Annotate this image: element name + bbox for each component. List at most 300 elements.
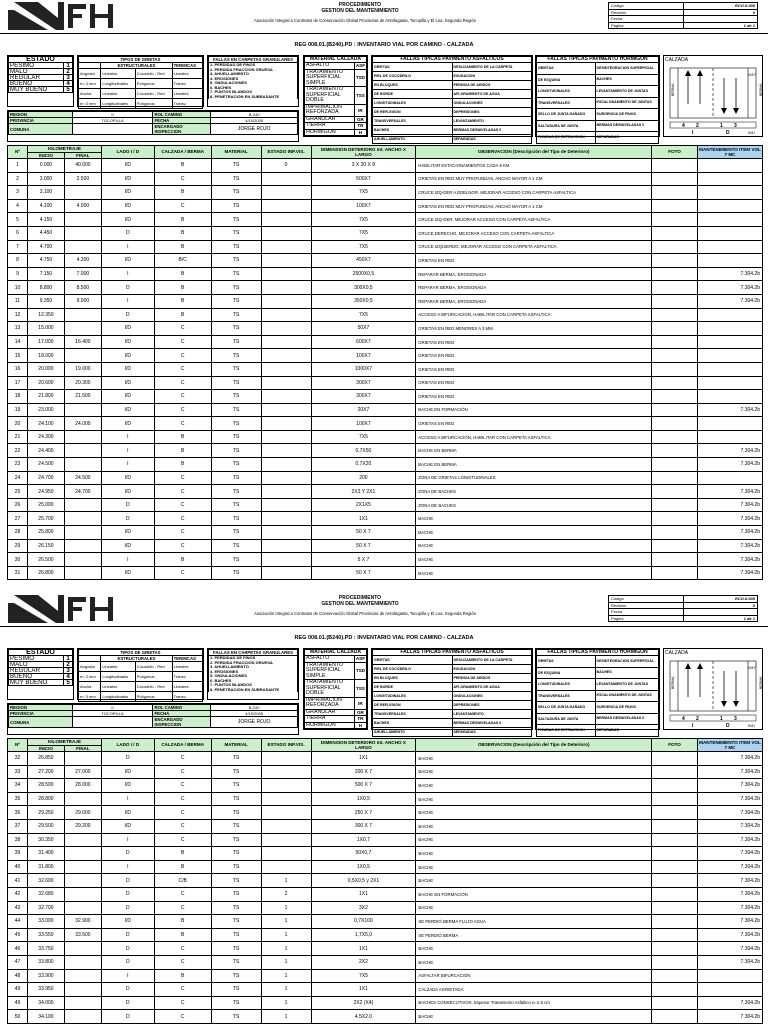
table-row (8, 335, 763, 349)
fallas-asfalticos-title: FALLAS TIPICAS PAVIMENTO ASFALTICOS (373, 57, 532, 63)
estado-name: PESIMO (9, 656, 64, 662)
falla-hormigon-item: TRANSVERSALES (537, 690, 596, 702)
tipos-grietas-title: TIPOS DE GRIETAS (79, 57, 203, 63)
table-cell: 7X5 (311, 430, 416, 444)
table-cell: 36 (8, 806, 28, 820)
table-cell: 20 (8, 417, 28, 431)
table-cell: 7.304.2b (697, 901, 762, 915)
table-cell: C (154, 349, 211, 363)
table-row (8, 566, 763, 580)
table-cell: C (154, 417, 211, 431)
table-cell: 24.100 (27, 417, 64, 431)
table-cell: C (154, 901, 211, 915)
table-cell (652, 362, 698, 376)
table-cell: B (154, 308, 211, 322)
material-code: ASF (355, 63, 365, 69)
estado-value: 4 (64, 674, 73, 680)
table-cell: TS (211, 833, 261, 847)
table-cell: 3 (8, 186, 28, 200)
table-cell: 4.150 (27, 213, 64, 227)
table-cell: 7.304.2b (698, 539, 763, 553)
table-cell: SE PERDIÓ BERMA (416, 928, 652, 942)
table-row (8, 294, 763, 308)
table-cell: 20.600 (27, 376, 64, 390)
table-row (8, 752, 763, 766)
falla-asfaltico-item: BERMAS DESNIVELADAS 0 (452, 719, 532, 728)
table-cell: I/D (101, 526, 154, 540)
table-cell: C (154, 322, 211, 336)
table-cell: 23.000 (27, 403, 64, 417)
table-cell: 32.700 (27, 901, 64, 915)
table-cell: 26.850 (27, 752, 64, 766)
table-cell (261, 792, 311, 806)
table-cell: D (101, 226, 154, 240)
table-cell: I (101, 430, 154, 444)
material-name: GRANULAR (305, 709, 355, 716)
table-cell: 33.000 (27, 915, 64, 929)
table-cell (261, 752, 311, 766)
table-cell: 7.304.2b (697, 942, 762, 956)
falla-hormigon-item: DE ESQUINA (537, 74, 596, 86)
table-cell: BACHE (416, 512, 652, 526)
table-cell: B (154, 186, 211, 200)
table-cell: D (101, 942, 154, 956)
estado-name: REGULAR (9, 668, 64, 674)
table-cell: BACHE (416, 847, 652, 861)
table-cell: 0,5X0,5 y 2X1 (311, 874, 416, 888)
table-row (8, 267, 763, 281)
table-cell: TS (211, 901, 261, 915)
material-code: H (354, 129, 366, 136)
material-name: GRANULAR (305, 116, 355, 123)
falla-hormigon-item: SEPARADAS (595, 725, 658, 737)
table-cell: I/D (101, 186, 154, 200)
svg-text:BERMA: BERMA (759, 83, 763, 96)
material-code: TSD (354, 662, 366, 680)
col-lado: LADO I / D (101, 146, 154, 159)
material-name: HORMIGON (305, 722, 355, 729)
table-cell: TS (211, 566, 261, 580)
table-cell: BACHE (416, 752, 652, 766)
table-cell (261, 566, 311, 580)
table-cell: C (154, 765, 211, 779)
table-cell: I/D (101, 172, 154, 186)
table-cell: BACHE (416, 942, 652, 956)
table-cell: 8.800 (27, 281, 64, 295)
estado-name: MUY BUENO (9, 680, 64, 686)
table-cell: 34.100 (27, 1010, 64, 1024)
col-estado: ESTADO INP.VIS. (261, 739, 311, 752)
fallas-hormigon-title: FALLAS TIPICAS PAVIMENTO HORMIGON (537, 650, 659, 656)
table-cell (64, 983, 101, 997)
estado-title: ESTADO (9, 57, 73, 63)
table-cell: I (101, 458, 154, 472)
table-cell: B (154, 213, 211, 227)
table-cell: ASFALTAR BIFURCACIÓN (416, 969, 652, 983)
table-cell: TS (211, 539, 261, 553)
fallas-hormigon-legend (535, 648, 660, 730)
table-cell (698, 417, 763, 431)
table-cell (652, 969, 698, 983)
table-cell: TS (211, 485, 261, 499)
meta-value: 1 de 1 (683, 22, 758, 29)
table-cell (652, 417, 698, 431)
table-cell (64, 955, 101, 969)
rol-value: B-240 (211, 705, 298, 711)
grieta-cell: Polígonos (135, 692, 172, 702)
table-cell: 34.000 (27, 996, 64, 1010)
table-row (8, 915, 763, 929)
table-cell (261, 512, 311, 526)
table-cell: 24.700 (27, 471, 64, 485)
falla-asfaltico-item: PERDIDA DE ARIDOS (452, 81, 532, 90)
table-cell: 29.000 (64, 806, 101, 820)
table-cell: D (101, 996, 154, 1010)
falla-hormigon-item: FISURAS DE RETRACCION (537, 725, 596, 737)
estado-value: 2 (64, 69, 73, 75)
table-cell: BACHES CONSECUTIVOS. Espesor Tratamiento Asfaltico e=2.5 cm (416, 996, 652, 1010)
svg-text:I: I (692, 723, 694, 729)
table-cell: TS (211, 362, 261, 376)
table-cell: 500 X 7 (311, 779, 416, 793)
meta-label: Página (609, 22, 684, 29)
fallas-asfalticos-legend (371, 55, 533, 141)
fallas-granulares-title: FALLAS EN CARPETAS GRANULARES (209, 650, 298, 656)
table-cell: I (101, 240, 154, 254)
table-row (8, 254, 763, 268)
table-cell (261, 847, 311, 861)
estado-value: 3 (64, 668, 73, 674)
table-cell (64, 213, 101, 227)
table-cell: 5 (8, 213, 28, 227)
table-cell: TS (211, 526, 261, 540)
table-cell: REPARAR BERMA, EROSIONADA (416, 294, 652, 308)
table-cell: 7.304.2b (697, 996, 762, 1010)
table-cell: 30.350 (27, 833, 64, 847)
table-cell: 29.200 (64, 819, 101, 833)
table-cell: 7.304.2b (697, 779, 762, 793)
table-cell: D (101, 928, 154, 942)
table-cell (698, 226, 763, 240)
table-cell: BACHE (416, 819, 652, 833)
table-cell (261, 417, 311, 431)
table-cell: C (154, 390, 211, 404)
table-row (8, 376, 763, 390)
table-cell (652, 226, 698, 240)
table-cell (652, 765, 698, 779)
falla-asfaltico-item: AFLORAMIENTO DE AGUA (452, 90, 532, 99)
table-cell: BACHE (416, 833, 652, 847)
falla-asfaltico-item: DEPRESIONES (452, 701, 532, 710)
table-cell (64, 403, 101, 417)
table-cell: C (154, 471, 211, 485)
table-cell: D (101, 308, 154, 322)
grieta-cell: Transv. (172, 692, 202, 702)
table-cell: BACHE EN BERMA (416, 458, 652, 472)
document-header (0, 593, 768, 627)
table-cell: 31 (8, 566, 28, 580)
table-cell (652, 752, 698, 766)
table-cell: 7.304.2b (697, 792, 762, 806)
table-cell: 32 (8, 752, 28, 766)
document-meta-table (608, 2, 758, 29)
table-cell: 2 (8, 172, 28, 186)
table-cell: B (154, 444, 211, 458)
document-meta-table (608, 595, 758, 622)
estado-title: ESTADO (9, 650, 73, 656)
table-cell: 1X1 (311, 983, 416, 997)
table-cell (261, 779, 311, 793)
table-cell: ACCESO A BIFURCACION, HABILITAR CON CARPETA ASFALTICA (416, 430, 652, 444)
table-cell (261, 498, 311, 512)
estado-name: BUENO (9, 674, 64, 680)
table-cell (652, 1010, 698, 1024)
table-cell: TS (211, 213, 261, 227)
table-cell: 33.900 (27, 969, 64, 983)
table-cell: 33.500 (64, 928, 101, 942)
meta-label: Revisión (609, 9, 684, 16)
grieta-cell: Lineales (101, 69, 135, 79)
falla-granular-item: 3. AHUELLAMIENTO (209, 665, 298, 670)
table-cell (64, 430, 101, 444)
grieta-cell: Transv. (172, 99, 202, 109)
vfh-logo (8, 595, 118, 623)
table-cell: BACHE EN BERMA (416, 444, 652, 458)
table-cell: 3X2 (311, 901, 416, 915)
grieta-cell: Transv. (172, 79, 202, 89)
table-cell (652, 928, 698, 942)
material-name: TRATAMIENTO SUPERFICIAL SIMPLE (305, 69, 355, 87)
table-cell: BACHE (416, 539, 652, 553)
table-cell: B (154, 159, 211, 173)
table-cell (64, 349, 101, 363)
material-name: IMPRIMACION REFORZADA (305, 104, 355, 116)
table-cell (261, 281, 311, 295)
table-cell: 300X0,5 (311, 281, 416, 295)
table-cell: 26.150 (27, 539, 64, 553)
table-cell: C (154, 942, 211, 956)
table-row (8, 847, 763, 861)
table-cell (698, 308, 763, 322)
svg-text:4: 4 (682, 123, 685, 129)
table-row (8, 928, 763, 942)
table-cell (698, 349, 763, 363)
table-cell: B (154, 281, 211, 295)
table-cell: 25.700 (27, 512, 64, 526)
grieta-cell: Polígonos (135, 79, 172, 89)
grieta-cell: Lineales (101, 662, 135, 672)
table-cell (652, 498, 698, 512)
table-cell: C (154, 539, 211, 553)
falla-granular-item: 1. PERDIDAD DE FINOS (209, 63, 298, 68)
table-cell: B/C (154, 254, 211, 268)
table-cell: C (154, 792, 211, 806)
table-cell: TS (211, 847, 261, 861)
falla-hormigon-item: SALTADURA DE JUNTA (537, 120, 596, 132)
association-text: Asociación Integral a Contratos de Conservación Global Provincias de Antofagasta, Tocopilla y El Loa, Segunda Región (254, 18, 476, 23)
fecha-label: FECHA (153, 118, 211, 124)
falla-asfaltico-item: AHUELLAMIENTO (373, 728, 453, 737)
falla-hormigon-item: DESINTEGRACION SUPERFICIAL (595, 656, 658, 668)
svg-text:4: 4 (682, 716, 685, 722)
table-cell (652, 254, 698, 268)
termicas-label: TERMICAS (172, 656, 202, 662)
falla-asfaltico-item: DE REFLEXION (373, 108, 453, 117)
table-cell (261, 254, 311, 268)
svg-text:2: 2 (696, 716, 699, 722)
table-cell: 12 (8, 308, 28, 322)
table-cell: D (101, 955, 154, 969)
region-value: II (72, 112, 153, 118)
fecha-value: 4/10/2005 (211, 711, 298, 717)
table-cell (261, 833, 311, 847)
table-cell: 1X1 (311, 752, 416, 766)
table-cell: C (154, 498, 211, 512)
table-cell: BACHE (416, 860, 652, 874)
table-row (8, 417, 763, 431)
table-row (8, 983, 763, 997)
falla-hormigon-item: DE ESQUINA (537, 667, 596, 679)
table-cell (652, 308, 698, 322)
falla-asfaltico-item: TRANSVERSALES (373, 710, 453, 719)
grieta-cell: Longitudinales (101, 672, 135, 682)
material-name: HORMIGON (305, 129, 355, 136)
falla-hormigon-item: DESINTEGRACION SUPERFICIAL (595, 63, 658, 75)
vfh-logo (8, 2, 118, 30)
table-cell (652, 335, 698, 349)
table-cell: 21 (8, 430, 28, 444)
table-cell: 7.150 (27, 267, 64, 281)
road-info (7, 703, 299, 735)
table-cell: 37 (8, 819, 28, 833)
table-cell (261, 349, 311, 363)
falla-asfaltico-item: EXUDACION (452, 72, 532, 81)
table-cell: 27 (8, 512, 28, 526)
falla-hormigon-item: LONGITUDINALES (537, 679, 596, 691)
table-cell: B (154, 915, 211, 929)
fallas-granulares-legend (207, 648, 299, 700)
table-cell (697, 969, 762, 983)
table-cell: 33.550 (27, 928, 64, 942)
table-cell: 20X7 (311, 403, 416, 417)
table-cell (261, 267, 311, 281)
falla-asfaltico-item: GRIETAS (373, 656, 453, 665)
road-info (7, 110, 299, 142)
falla-hormigon-item: SELLO DE JUNTA DAÑADO (537, 702, 596, 714)
table-cell (261, 362, 311, 376)
table-cell: 7.000 (64, 267, 101, 281)
falla-asfaltico-item: AFLORAMIENTO DE AGUA (452, 683, 532, 692)
table-cell: I/D (101, 322, 154, 336)
table-cell: CRUCE IZQ-DER, MEJORAR ACCESO CON CARPETA ASFALTICA (416, 213, 652, 227)
table-cell (652, 887, 698, 901)
table-row (8, 806, 763, 820)
table-cell: TS (211, 430, 261, 444)
table-cell: 43 (8, 901, 28, 915)
material-name: ASFALTO (305, 63, 355, 70)
table-cell (652, 485, 698, 499)
estado-value: 1 (64, 656, 73, 662)
table-cell: BACHE EN FORMACIÓN (416, 403, 652, 417)
table-cell: 33.800 (27, 955, 64, 969)
table-cell: 1 (261, 928, 311, 942)
table-cell: 26.500 (27, 553, 64, 567)
table-cell: TS (211, 752, 261, 766)
table-cell: B (154, 928, 211, 942)
meta-value: 1 de 1 (683, 615, 758, 622)
table-cell: 7X5 (311, 240, 416, 254)
table-cell: 32.600 (27, 874, 64, 888)
falla-hormigon-item: FISURAS DE RETRACCION (537, 132, 596, 144)
table-cell: I (101, 294, 154, 308)
table-cell: 32.680 (27, 887, 64, 901)
rol-label: ROL CAMINO (153, 112, 211, 118)
table-row (8, 322, 763, 336)
falla-hormigon-item: SURGENCIA DE FINOS (595, 109, 658, 121)
table-cell: B (154, 240, 211, 254)
falla-asfaltico-item: TRANSVERSALES (373, 117, 453, 126)
falla-asfaltico-item: DEPRESIONES (452, 108, 532, 117)
table-row (8, 792, 763, 806)
table-cell: 4.450 (27, 226, 64, 240)
comuna-label: COMUNA (9, 124, 73, 135)
table-cell: TS (211, 294, 261, 308)
fecha-value: 4/10/2005 (211, 118, 298, 124)
table-cell (652, 983, 698, 997)
table-cell: CRUCE IZQUIERDO, MEJORAR ACCESO CON CARPETA ASFALTICA (416, 240, 652, 254)
table-cell: 49 (8, 996, 28, 1010)
falla-asfaltico-item: LONGITUDINALES (373, 692, 453, 701)
meta-row (609, 22, 758, 29)
table-cell (652, 833, 698, 847)
table-cell: 18.000 (27, 349, 64, 363)
table-cell (261, 430, 311, 444)
table-cell: D (101, 752, 154, 766)
table-cell: TS (211, 860, 261, 874)
material-code: H (354, 722, 366, 729)
fallas-hormigon-title: FALLAS TIPICAS PAVIMENTO HORMIGON (537, 57, 659, 63)
table-cell: 600X7 (311, 335, 416, 349)
table-cell: I/D (101, 779, 154, 793)
table-cell: 48 (8, 969, 28, 983)
falla-asfaltico-item: LEVANTAMIENTO (452, 710, 532, 719)
table-cell: C (154, 833, 211, 847)
falla-hormigon-item: LONGITUDINALES (537, 86, 596, 98)
table-cell: 1 (261, 1010, 311, 1024)
table-cell (652, 847, 698, 861)
table-cell: BACHE (416, 792, 652, 806)
table-cell (64, 752, 101, 766)
falla-asfaltico-item: BACHES (373, 126, 453, 135)
table-cell: 7.304.2b (698, 553, 763, 567)
table-cell (652, 819, 698, 833)
falla-hormigon-item: BACHES (595, 667, 658, 679)
comuna-value (72, 717, 153, 728)
falla-hormigon-item: SEPARADAS (595, 132, 658, 144)
table-cell: 13 (8, 322, 28, 336)
table-cell (64, 498, 101, 512)
table-cell (261, 390, 311, 404)
table-row (8, 390, 763, 404)
table-cell (64, 240, 101, 254)
table-cell: 4.750 (27, 254, 64, 268)
grieta-cell: Cocodrilo - Red (135, 69, 172, 79)
table-cell (261, 553, 311, 567)
table-cell (698, 172, 763, 186)
table-cell (652, 430, 698, 444)
table-cell (698, 471, 763, 485)
table-cell: 7.304.2b (698, 485, 763, 499)
